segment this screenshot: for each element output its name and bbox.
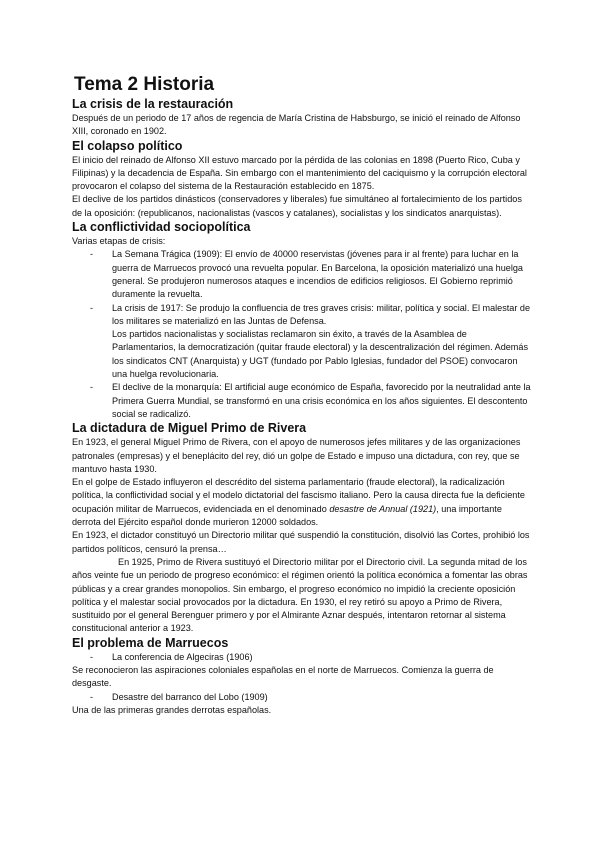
- bullet-dash: -: [90, 302, 94, 313]
- heading-crisis-restauracion: La crisis de la restauración: [72, 97, 234, 111]
- marruecos-list-2: [72, 691, 532, 704]
- italic-term: desastre de Annual (1921): [329, 503, 437, 514]
- paragraph: El inicio del reinado de Alfonso XII estuvo marcado por la pérdida de las colonias en 1898 (Puerto Rico, Cuba y Filipinas) y la decadencia de España. Sin embargo con el mantenimiento del caciquismo y la corrupción electoral provocaron el colapso del sistema de la Restauración establecido en 1875.: [72, 154, 527, 192]
- list-item: - La crisis de 1917: Se produjo la confluencia de tres graves crisis: militar, política y social. El malestar de los militares se materializó en las Juntas de Defensa. Los partidos nacionalistas y socialistas reclamaron sin éxito, a través de la Asamblea de Parlamentarios, la democratización (quitar fraude electoral) y la descentralización del régimen. Además los sindicatos CNT (Anarquista) y UGT (fundado por Pablo Iglesias, fundador del PSOE) convocaron una huelga revolucionaria.: [90, 302, 531, 380]
- bullet-dash: -: [90, 249, 94, 260]
- paragraph: Se reconocieron las aspiraciones coloniales españolas en el norte de Marruecos. Comienza la guerra de desgaste.: [72, 664, 494, 689]
- paragraph: En el golpe de Estado influyeron el descrédito del sistema parlamentario (fraude electoral), la radicalización política, la conflictividad social y el modelo dictatorial del fascismo italiano. Pero la causa directa fue la deficiente ocupación militar de Marruecos, evidenciada en el denominado desastre de Annual (1921), una importante derrota del Ejército español donde murieron 12000 soldados.: [72, 477, 525, 528]
- paragraph: Varias etapas de crisis:: [72, 236, 166, 247]
- heading-dictadura: La dictadura de Miguel Primo de Rivera: [72, 421, 307, 436]
- bullet-dash: -: [90, 382, 94, 393]
- crisis-list: [72, 248, 532, 421]
- heading-colapso-politico: El colapso político: [72, 138, 183, 153]
- list-item: - La conferencia de Algeciras (1906): [90, 651, 532, 664]
- paragraph: Una de las primeras grandes derrotas españolas.: [72, 704, 272, 715]
- list-item: - La Semana Trágica (1909): El envío de 40000 reservistas (jóvenes para ir al frente) para luchar en la guerra de Marruecos provocó una revuelta popular. En Barcelona, la oposición materializó una huelga general. Se produjeron numerosos ataques e incendios de edificios religiosos. El Gobierno reprimió duramente la revuelta.: [90, 249, 523, 300]
- paragraph: En 1923, el dictador constituyó un Directorio militar qué suspendió la constitución, disolvió las Cortes, prohibió los partidos políticos, censuró la prensa…: [72, 530, 530, 554]
- heading-conflictividad: La conflictividad sociopolítica: [72, 220, 251, 235]
- paragraph: El declive de los partidos dinásticos (conservadores y liberales) fue simultáneo al fortalecimiento de los partidos de la oposición: (republicanos, nacionalistas (vascos y catalanes), socialistas y los sindicatos anarquistas).: [72, 194, 522, 218]
- paragraph: En 1925, Primo de Rivera sustituyó el Directorio militar por el Directorio civil. La segunda mitad de los años veinte fue un periodo de progreso económico: el régimen orientó la política económica a fomentar las obras públicas y a crear grandes monopolios. Sin embargo, el progreso económico no impidió la creciente oposición política y el malestar social provocados por la dictadura. En 1930, el rey retiró su apoyo a Primo de Rivera, sustituido por el general Berenguer primero y por el Almirante Aznar después, intentaron retornar al sistema constitucional anterior a 1923.: [72, 556, 528, 634]
- page-title: Tema 2 Historia: [74, 74, 215, 95]
- list-item: - El declive de la monarquía: El artificial auge económico de España, favorecido por la neutralidad ante la Primera Guerra Mundial, se transformó en una crisis económica en los años siguientes. El descontento social se radicalizó.: [90, 382, 531, 419]
- bullet-dash: -: [90, 691, 94, 702]
- paragraph: Después de un periodo de 17 años de regencia de María Cristina de Habsburgo, se inició el reinado de Alfonso XIII, coronado en 1902.: [72, 113, 521, 137]
- list-item: - Desastre del barranco del Lobo (1909): [90, 691, 532, 704]
- document-page: [72, 74, 532, 717]
- bullet-dash: -: [90, 651, 94, 662]
- marruecos-list-1: [72, 651, 532, 664]
- heading-marruecos: El problema de Marruecos: [72, 635, 229, 650]
- paragraph: En 1923, el general Miguel Primo de Rivera, con el apoyo de numerosos jefes militares y de las organizaciones patronales (empresas) y el beneplácito del rey, dió un golpe de Estado e impuso una dictadura, con rey, que se mantuvo hasta 1930.: [72, 437, 521, 474]
